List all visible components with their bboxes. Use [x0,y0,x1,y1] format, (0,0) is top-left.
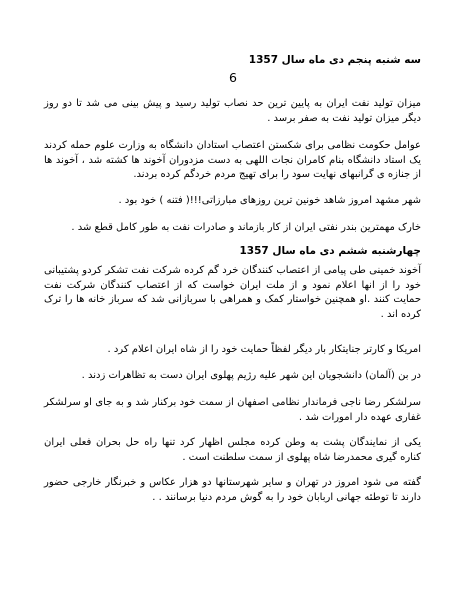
paragraph-kharg-port: خارک مهمترین بندر نفتی ایران از کار بازماند و صادرات نفت به طور کامل قطع شد . [71,222,421,233]
paragraph-foreign-journalists: گفته می شود امروز در تهران و سایر شهرستانها دو هزار عکاس و خبرنگار خارجی حضور دارند تا توطئه جهانی اربابان خود را به گوش مردم دنیا برسانند . . [44,477,421,503]
paragraph-khomeini-message: آخوند خمینی طی پیامی از اعتصاب کنندگان خرد گم کرده شرکت نفت تشکر کردو پشتیبانی خود را از انها اعلام نمود و از ملت ایران خواست که از اعتصاب کنندگان شرکت نفت حمایت کنند .او همچنین خواستار کمک و همراهی با سربازانی شد که سرباز خانه ها را ترک کرده اند . [44,265,421,320]
page-number: 6 [229,70,237,85]
paragraph-isfahan-governor: سرلشکر رضا ناجی فرماندار نظامی اصفهان از سمت خود برکنار شد و به جای او سرلشکر غفاری عهده دار امورات شد . [44,397,421,423]
paragraph-america-carter: امریکا و کارتر جنایتکار بار دیگر لفظاً حمایت خود را از شاه ایران اعلام کرد . [107,344,421,355]
paragraph-parliament-member: یکی از نمایندگان پشت به وطن کرده مجلس اظهار کرد تنها راه حل بحران فعلی ایران کناره گیری محمدرضا شاه پهلوی از سمت سلطنت است . [44,437,421,463]
document-page [44,0,421,599]
date-heading-tuesday: سه شنبه پنجم دی ماه سال 1357 [248,54,421,66]
paragraph-university-attack: عوامل حکومت نظامی برای شکستن اعتصاب استادان دانشگاه به وزارت علوم حمله کردند یک استاد دانشگاه بنام کامران نجات اللهی به دست مزدوران آخوند ها کشته شد ، آخوند ها از جنازه ی گرانبهای نهایت سود را برای تهیج مردم خردگم کرده بردند. [44,140,421,180]
date-heading-wednesday: چهارشنبه ششم دی ماه سال 1357 [239,245,421,257]
paragraph-oil-production: میزان تولید نفت ایران به پایین ترین حد نصاب تولید رسید و پیش بینی می شد تا دو روز دیگر میزان تولید نفت به صفر برسد . [44,98,421,124]
paragraph-bonn-students: در بن (آلمان) دانشجویان این شهر علیه رژیم پهلوی ایران دست به تظاهرات زدند . [81,370,421,381]
paragraph-mashhad: شهر مشهد امروز شاهد خونین ترین روزهای مبارزاتی!!!( فتنه ) خود بود . [118,195,421,206]
